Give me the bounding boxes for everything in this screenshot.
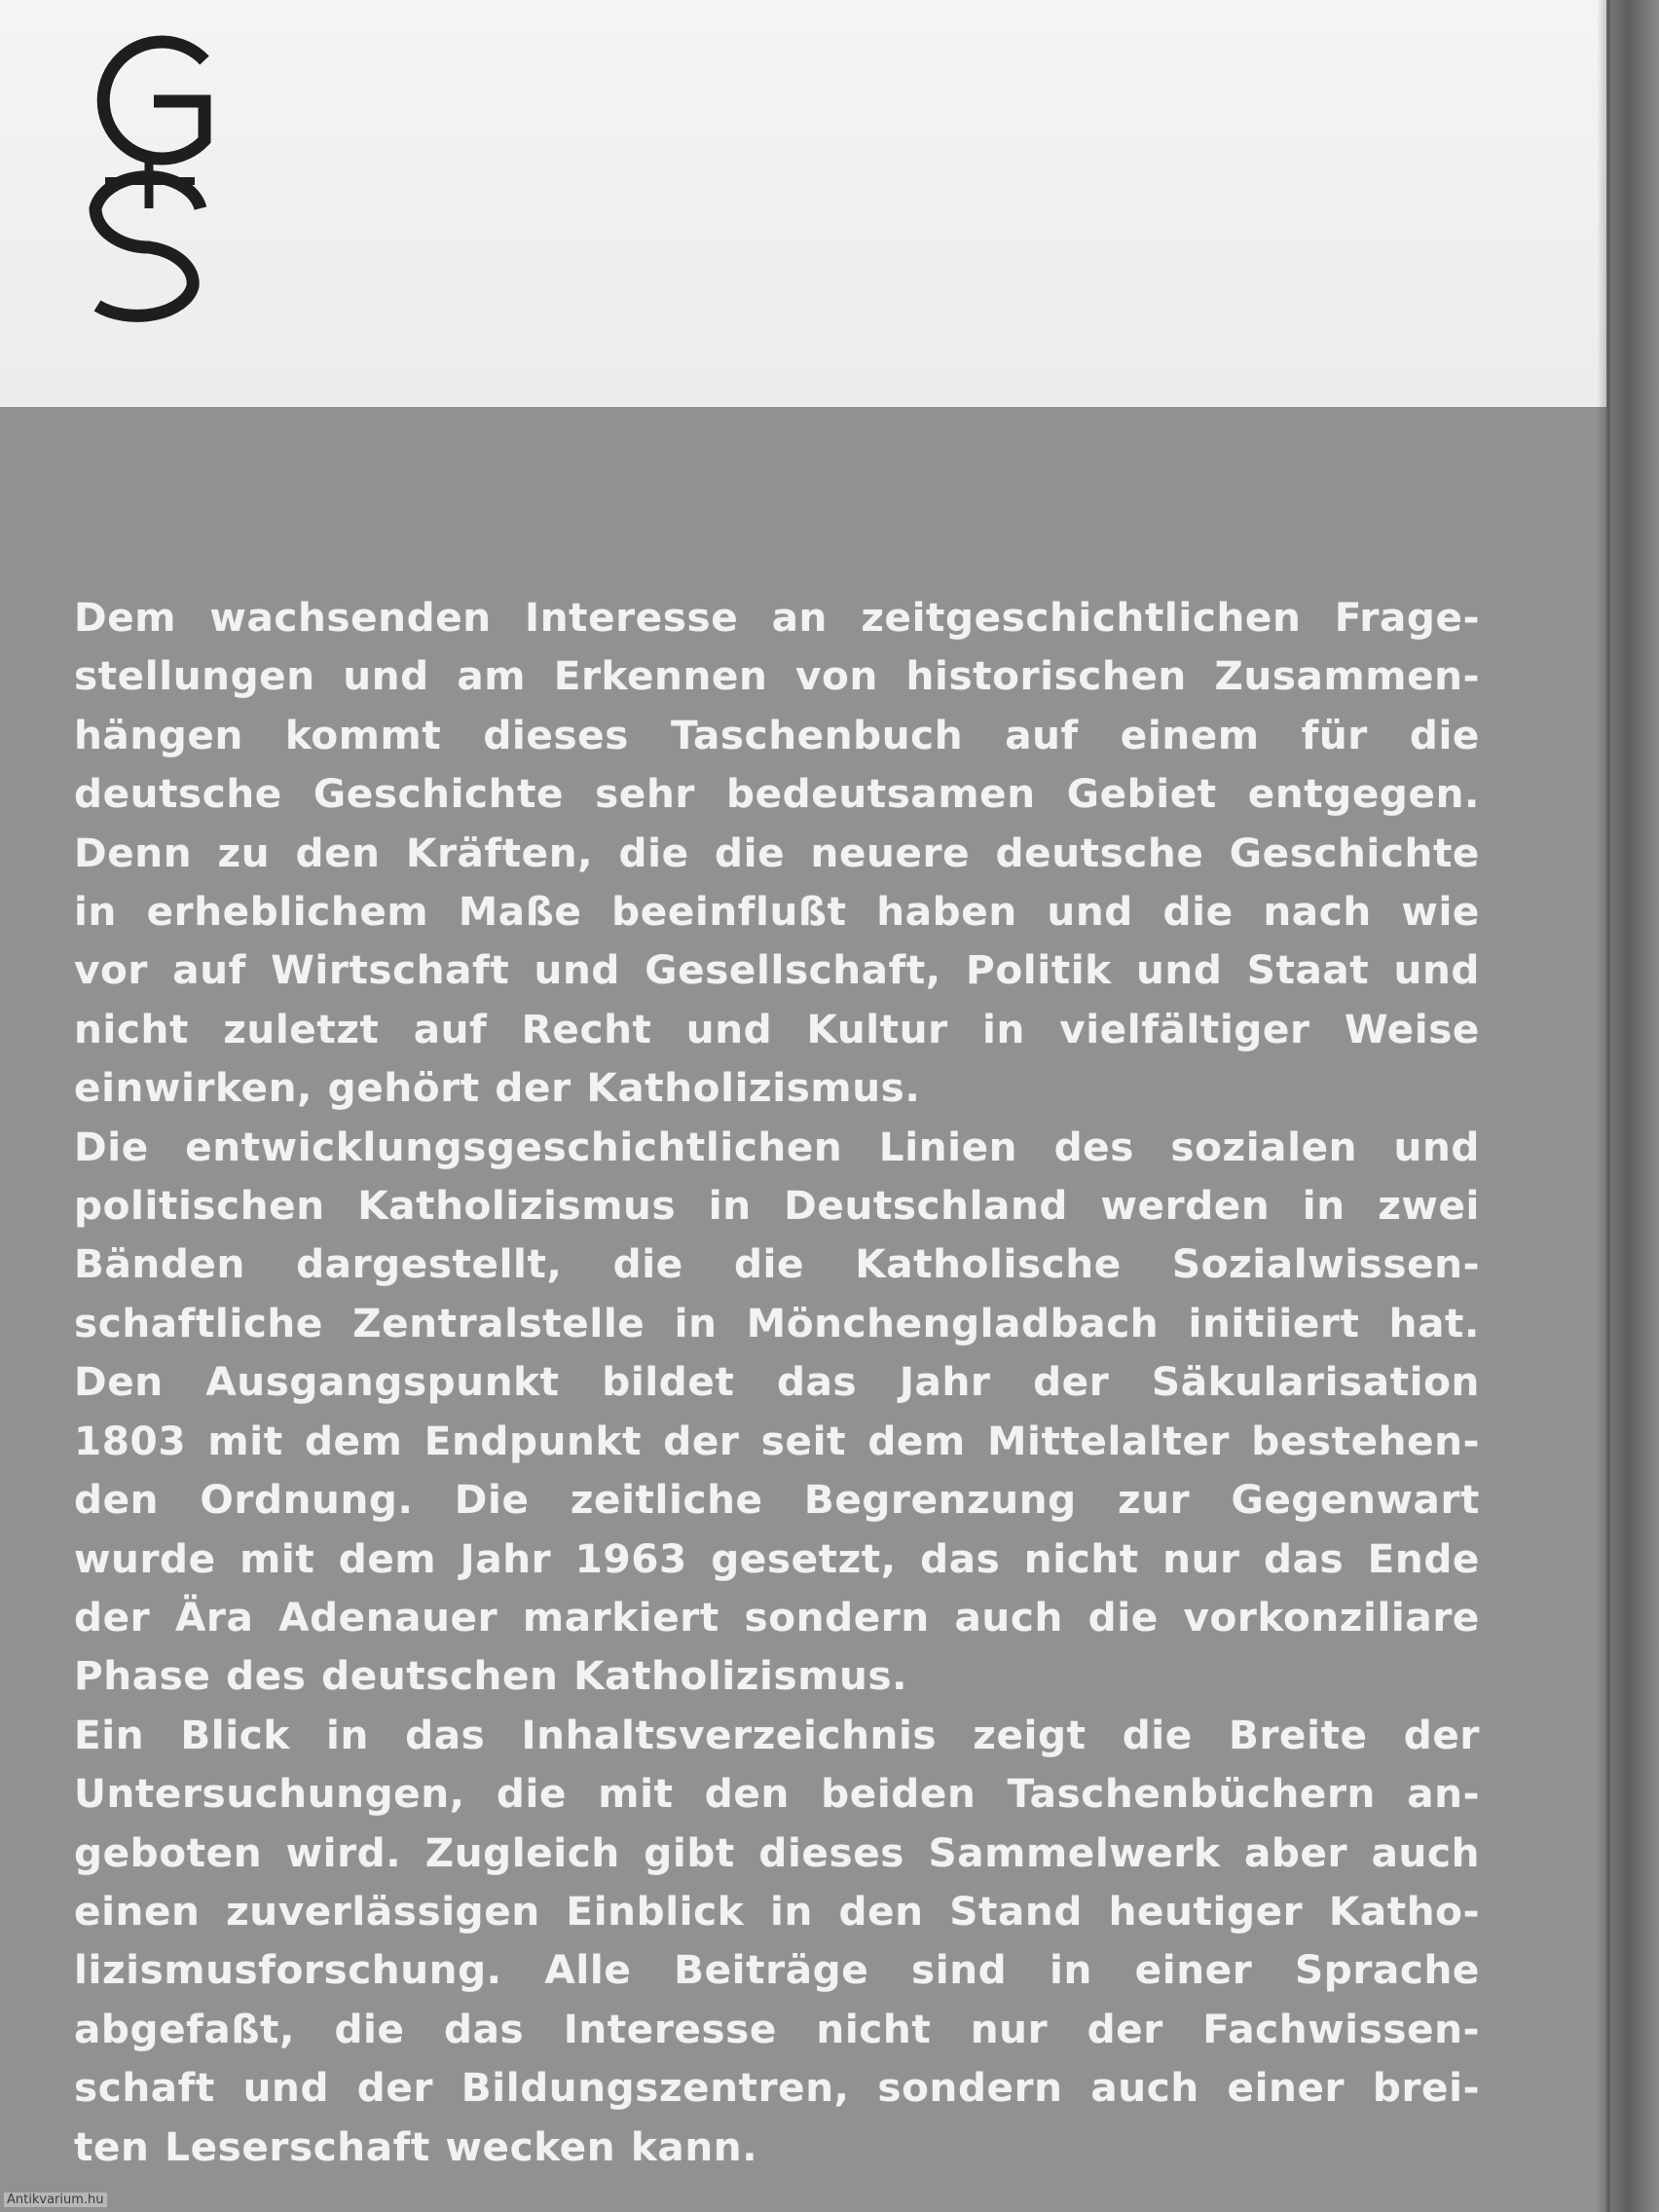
text-line: Ein Blick in das Inhaltsverzeichnis zeigt die Breite der [74,1711,1480,1758]
text-line: stellungen und am Erkennen von historischen Zusammen- [74,652,1480,700]
text-line: schaftliche Zentralstelle in Mönchengladbach initiiert hat. [74,1299,1480,1346]
text-line: vor auf Wirtschaft und Gesellschaft, Politik und Staat und [74,946,1480,994]
text-line: Den Ausgangspunkt bildet das Jahr der Säkularisation [74,1358,1480,1406]
text-line: Dem wachsenden Interesse an zeitgeschichtlichen Frage- [74,594,1480,641]
text-line: einwirken, gehört der Katholizismus. [74,1064,921,1112]
text-line: ten Leserschaft wecken kann. [74,2122,758,2170]
text-line: wurde mit dem Jahr 1963 gesetzt, das nicht nur das Ende [74,1534,1480,1582]
cover-top-band [0,0,1606,407]
text-line: politischen Katholizismus in Deutschland werden in zwei [74,1182,1480,1230]
gs-logo-icon [76,31,222,323]
text-line: geboten wird. Zugleich gibt dieses Sammelwerk aber auch [74,1828,1480,1876]
spine-shadow [1597,0,1610,2212]
gs-monogram-logo [76,31,222,323]
text-line: in erheblichem Maße beeinflußt haben und die nach wie [74,888,1480,936]
text-line: einen zuverlässigen Einblick in den Stand heutiger Katho- [74,1887,1480,1935]
text-line: schaft und der Bildungszentren, sondern auch einer brei- [74,2064,1480,2112]
text-line: abgefaßt, die das Interesse nicht nur der Fachwissen- [74,2005,1480,2052]
text-line: Phase des deutschen Katholizismus. [74,1652,908,1700]
text-line: deutsche Geschichte sehr bedeutsamen Gebiet entgegen. [74,770,1480,818]
text-line: Bänden dargestellt, die die Katholische Sozialwissen- [74,1240,1480,1288]
watermark-label: Antikvarium.hu [4,2193,107,2207]
text-line: Untersuchungen, die mit den beiden Taschenbüchern an- [74,1770,1480,1818]
text-line: Die entwicklungsgeschichtlichen Linien des sozialen und [74,1123,1480,1170]
text-line: der Ära Adenauer markiert sondern auch die vorkonziliare [74,1593,1480,1641]
text-line: den Ordnung. Die zeitliche Begrenzung zur Gegenwart [74,1476,1480,1524]
back-cover-description [74,588,1480,2176]
text-line: Denn zu den Kräften, die die neuere deutsche Geschichte [74,829,1480,876]
book-spine-edge [1606,0,1659,2212]
text-line: 1803 mit dem Endpunkt der seit dem Mittelalter bestehen- [74,1417,1480,1464]
text-line: nicht zuletzt auf Recht und Kultur in vielfältiger Weise [74,1005,1480,1052]
text-line: hängen kommt dieses Taschenbuch auf einem für die [74,711,1480,758]
text-line: lizismusforschung. Alle Beiträge sind in einer Sprache [74,1946,1480,1994]
